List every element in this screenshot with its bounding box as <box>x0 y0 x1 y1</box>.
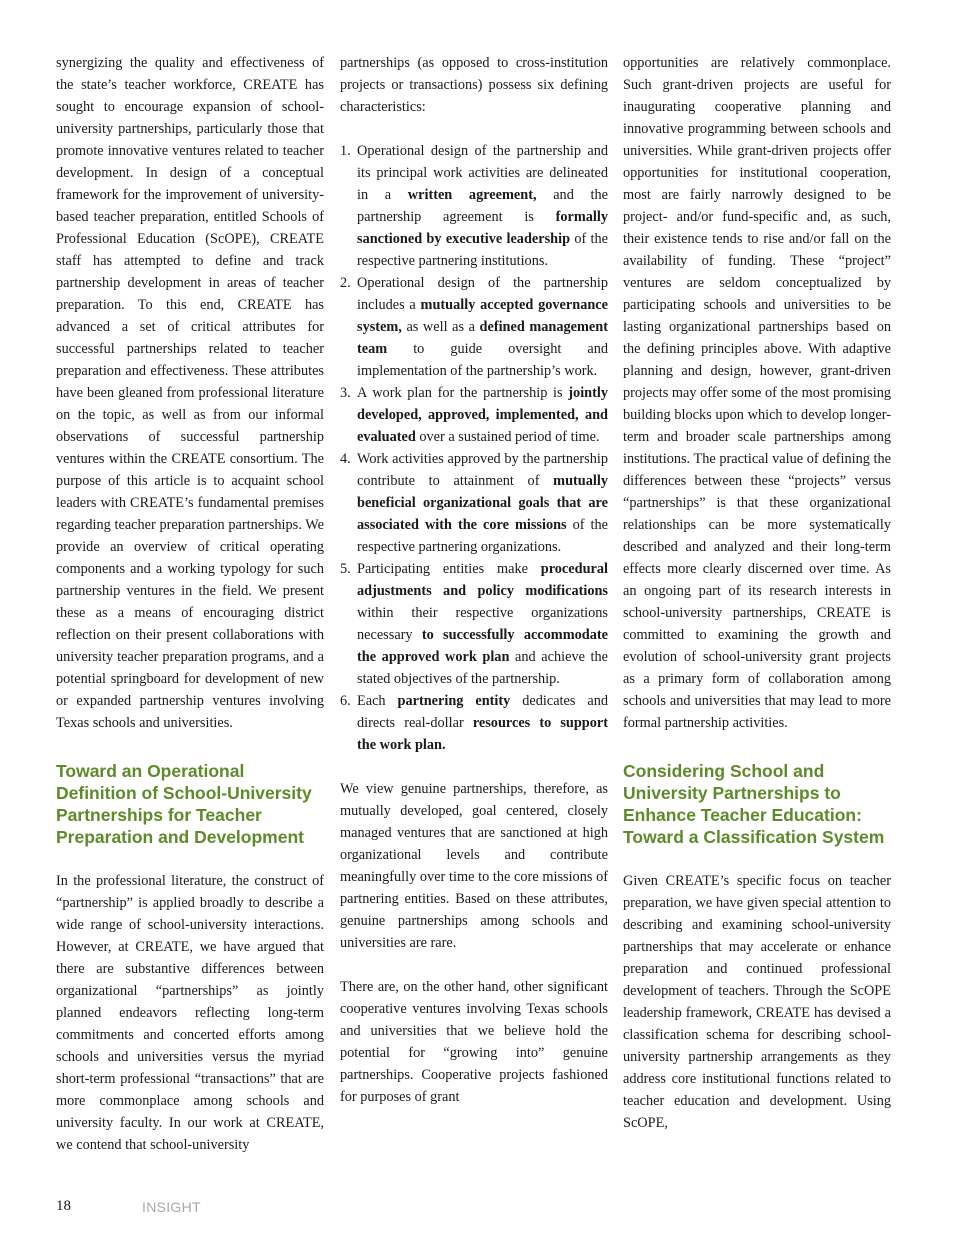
list-number: 6. <box>340 693 351 709</box>
list-item: 1. Operational design of the partnership and its principal work activities are delineated in a written agreement, and the partnership agreement is formally sanctioned by executive leadership of the respective partnering institutions. <box>340 140 608 272</box>
list-item: 4. Work activities approved by the partnership contribute to attainment of mutually beneficial organizational goals that are associated with the core missions of the respective partnering organizations. <box>340 448 608 558</box>
column-middle <box>340 52 608 1108</box>
characteristics-list <box>340 140 608 756</box>
list-item: 6. Each partnering entity dedicates and directs real-dollar resources to support the work plan. <box>340 690 608 756</box>
paragraph: partnerships (as opposed to cross-institution projects or transactions) possess six defining characteristics: <box>340 55 608 115</box>
list-number: 1. <box>340 143 351 159</box>
section-heading: Toward an Operational Definition of School-University Partnerships for Teacher Preparation and Development <box>56 761 312 847</box>
list-item: 5. Participating entities make procedural adjustments and policy modifications within their respective organizations necessary to successfully accommodate the approved work plan and achieve the stated objectives of the partnership. <box>340 558 608 690</box>
paragraph: There are, on the other hand, other significant cooperative ventures involving Texas schools and universities that we believe hold the potential for “growing into” genuine partnerships. Cooperative projects fashioned for purposes of grant <box>340 979 608 1105</box>
paragraph: We view genuine partnerships, therefore, as mutually developed, goal centered, closely managed ventures that are sanctioned at high organizational levels and contribute meaningfully over time to the core missions of partnering entities. Based on these attributes, genuine partnerships among schools and universities are rare. <box>340 781 608 951</box>
column-right <box>623 52 891 1134</box>
section-heading: Considering School and University Partnerships to Enhance Teacher Education: Toward a Classification System <box>623 761 885 847</box>
list-item: 3. A work plan for the partnership is jointly developed, approved, implemented, and evaluated over a sustained period of time. <box>340 382 608 448</box>
list-number: 2. <box>340 275 351 291</box>
paragraph: opportunities are relatively commonplace. Such grant-driven projects are useful for inaugurating cooperative planning and innovative programming between schools and universities. While grant-driven projects offer opportunities for institutional cooperation, most are fairly narrowly designed to be project- and/or fund-specific and, as such, their existence tends to rise and/or fall on the availability of funding. These “project” ventures are seldom conceptualized by participating schools and universities to be lasting organizational partnerships based on the defining principles above. With adaptive planning and design, however, grant-driven projects may offer some of the most promising building blocks upon which to develop longer-term and broader scale partnerships among institutions. The practical value of defining the differences between these “projects” versus “partnerships” is that these organizational relationships can be more systematically described and analyzed and their long-term effects more clearly discerned over time. As an ongoing part of its research interests in school-university partnerships, CREATE is committed to examining the growth and evolution of school-university grant projects as a primary form of collaboration among schools and universities that may lead to more formal partnership activities. <box>623 55 891 731</box>
paragraph: synergizing the quality and effectiveness of the state’s teacher workforce, CREATE has sought to encourage expansion of school-university partnerships, particularly those that promote innovative ventures related to teacher development. In design of a conceptual framework for the improvement of university-based teacher preparation, entitled Schools of Professional Education (ScOPE), CREATE staff has attempted to define and track partnership development in areas of teacher preparation. To this end, CREATE has advanced a set of critical attributes for successful partnerships related to teacher preparation and effectiveness. These attributes have been gleaned from professional literature on the topic, as well as from our informal observations of successful partnership ventures within the CREATE consortium. The purpose of this article is to acquaint school leaders with CREATE’s fundamental premises regarding teacher preparation partnerships. We provide an overview of critical operating components and a working typology for such partnership ventures in the field. We present these as a means of encouraging district reflection on their present collaborations with university teacher preparation programs, and a potential springboard for development of new or expanded partnership ventures involving Texas schools and universities. <box>56 55 324 731</box>
list-number: 5. <box>340 561 351 577</box>
paragraph: Given CREATE’s specific focus on teacher preparation, we have given special attention to describing and examining school-university partnerships that may accelerate or enhance preparation and continued professional development of teachers. Through the ScOPE leadership framework, CREATE has devised a classification schema for describing school-university partnership arrangements as they address core institutional functions related to teacher education and development. Using ScOPE, <box>623 873 891 1131</box>
list-item: 2. Operational design of the partnership includes a mutually accepted governance system, as well as a defined management team to guide oversight and implementation of the partnership’s work. <box>340 272 608 382</box>
list-number: 4. <box>340 451 351 467</box>
paragraph: In the professional literature, the construct of “partnership” is applied broadly to describe a wide range of school-university interactions. However, at CREATE, we have argued that there are substantive differences between organizational “partnerships” as jointly planned endeavors reflecting long-term commitments and concerted efforts among schools and universities versus the myriad short-term professional “transactions” that are more commonplace among schools and university faculty. In our work at CREATE, we contend that school-university <box>56 873 324 1153</box>
page-number: 18 <box>56 1198 71 1214</box>
column-left <box>56 52 324 1156</box>
publication-name: INSIGHT <box>142 1199 201 1215</box>
list-number: 3. <box>340 385 351 401</box>
